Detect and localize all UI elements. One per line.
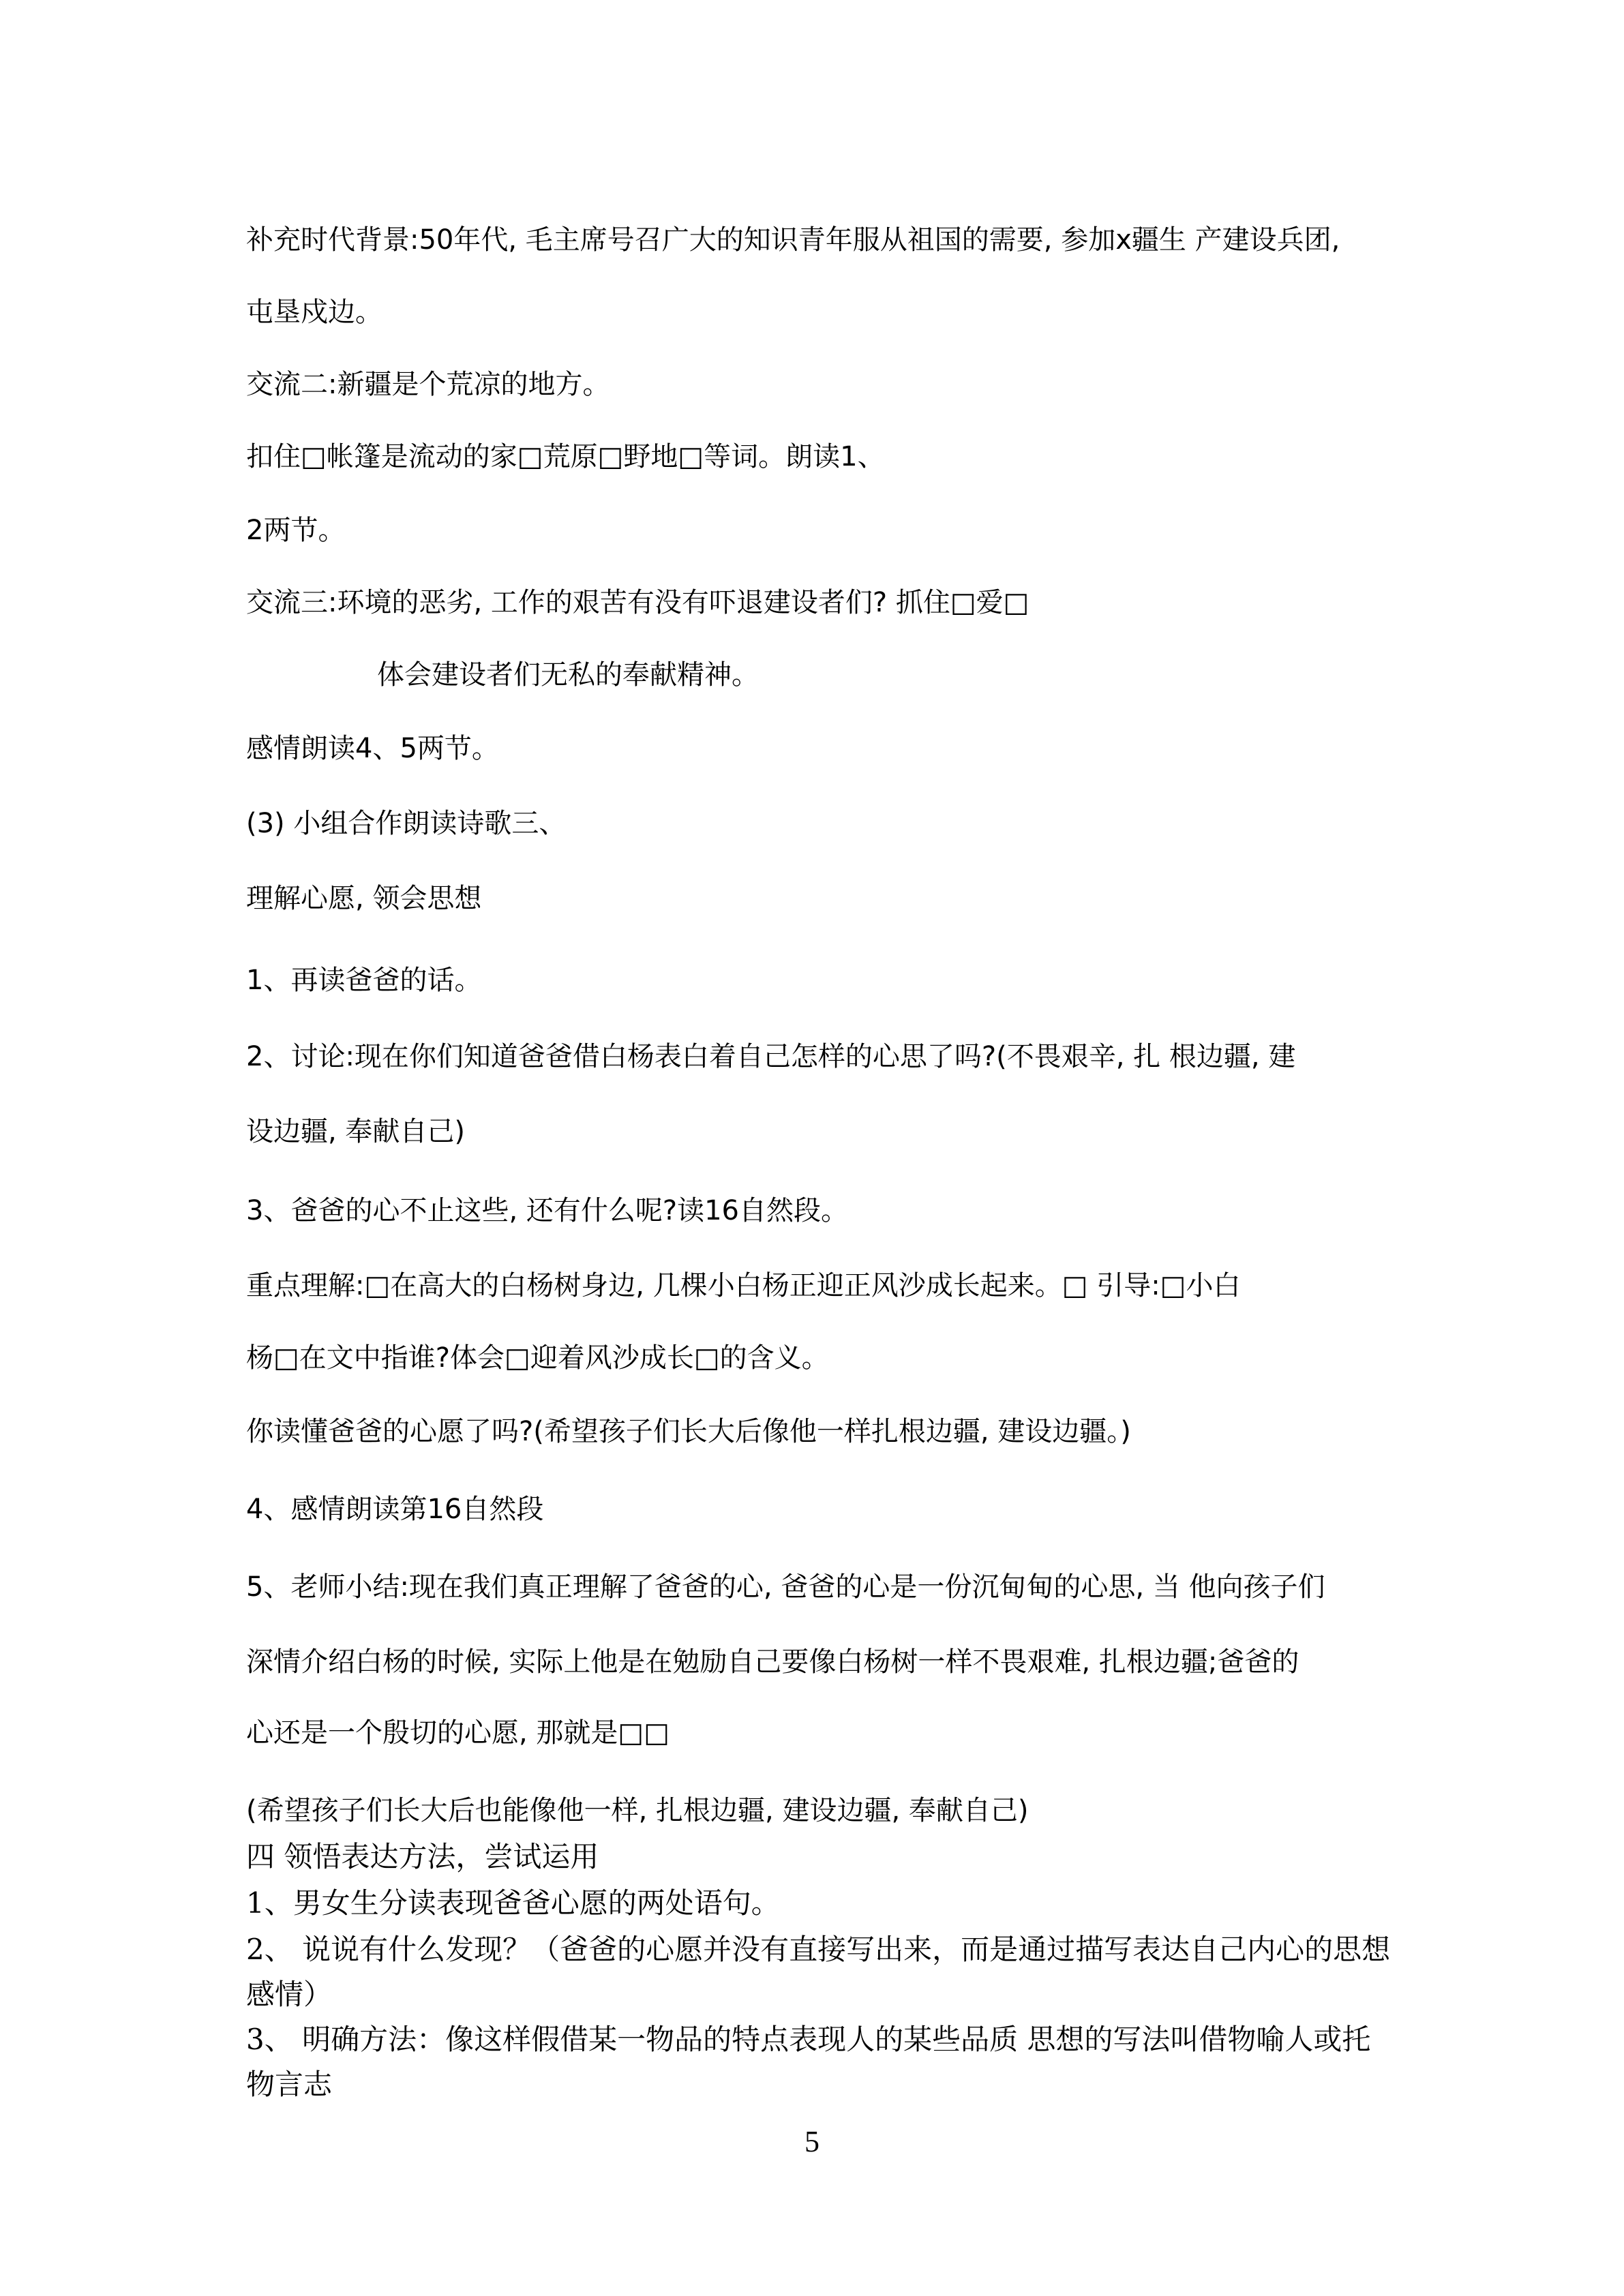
- text-line-12: 2、讨论:现在你们知道爸爸借白杨表白着自己怎样的心思了吗?(不畏艰辛, 扎 根边疆, 建: [246, 1041, 1296, 1072]
- text-line-15: 重点理解:□在高大的白杨树身边, 几棵小白杨正迎正风沙成长起来。□ 引导:□小白: [246, 1270, 1241, 1301]
- text-line-6: 交流三:环境的恶劣, 工作的艰苦有没有吓退建设者们? 抓住□爱□: [246, 587, 1029, 618]
- text-line-19: 5、老师小结:现在我们真正理解了爸爸的心, 爸爸的心是一份沉甸甸的心思, 当 他向孩子们: [246, 1571, 1325, 1603]
- text-line-25: 2、 说说有什么发现？（爸爸的心愿并没有直接写出来，而是通过描写表达自己内心的思想: [246, 1933, 1391, 1966]
- text-line-16: 杨□在文中指谁?体会□迎着风沙成长□的含义。: [246, 1342, 829, 1374]
- text-line-27: 3、 明确方法：像这样假借某一物品的特点表现人的某些品质 思想的写法叫借物喻人或托: [246, 2023, 1371, 2056]
- text-line-2: 屯垦戍边。: [246, 297, 382, 328]
- text-line-4: 扣住□帐篷是流动的家□荒原□野地□等词。朗读1、: [246, 441, 885, 472]
- text-line-18: 4、感情朗读第16自然段: [246, 1494, 544, 1525]
- text-line-14: 3、爸爸的心不止这些, 还有什么呢?读16自然段。: [246, 1195, 849, 1226]
- text-line-24: 1、男女生分读表现爸爸心愿的两处语句。: [246, 1886, 780, 1920]
- text-line-8: 感情朗读4、5两节。: [246, 733, 499, 764]
- text-line-9: (3) 小组合作朗读诗歌三、: [246, 808, 567, 839]
- text-line-1: 补充时代背景:50年代, 毛主席号召广大的知识青年服从祖国的需要, 参加x疆生 产建设兵团,: [246, 224, 1340, 256]
- text-line-17: 你读懂爸爸的心愿了吗?(希望孩子们长大后像他一样扎根边疆, 建设边疆。): [246, 1416, 1131, 1447]
- text-line-10: 理解心愿, 领会思想: [246, 883, 482, 914]
- text-line-20: 深情介绍白杨的时候, 实际上他是在勉励自己要像白杨树一样不畏艰难, 扎根边疆;爸爸的: [246, 1646, 1299, 1678]
- page-number: 5: [805, 2125, 819, 2158]
- text-line-22: (希望孩子们长大后也能像他一样, 扎根边疆, 建设边疆, 奉献自己): [246, 1795, 1029, 1826]
- text-line-23: 四 领悟表达方法，尝试运用: [246, 1840, 599, 1873]
- text-line-5: 2两节。: [246, 515, 346, 546]
- text-line-11: 1、再读爸爸的话。: [246, 965, 482, 996]
- text-line-13: 设边疆, 奉献自己): [246, 1116, 466, 1147]
- text-line-7: 体会建设者们无私的奉献精神。: [377, 659, 759, 691]
- text-line-3: 交流二:新疆是个荒凉的地方。: [246, 369, 610, 400]
- text-line-28: 物言志: [246, 2068, 333, 2101]
- text-line-26: 感情）: [246, 1978, 333, 2011]
- text-line-21: 心还是一个殷切的心愿, 那就是□□: [246, 1717, 670, 1749]
